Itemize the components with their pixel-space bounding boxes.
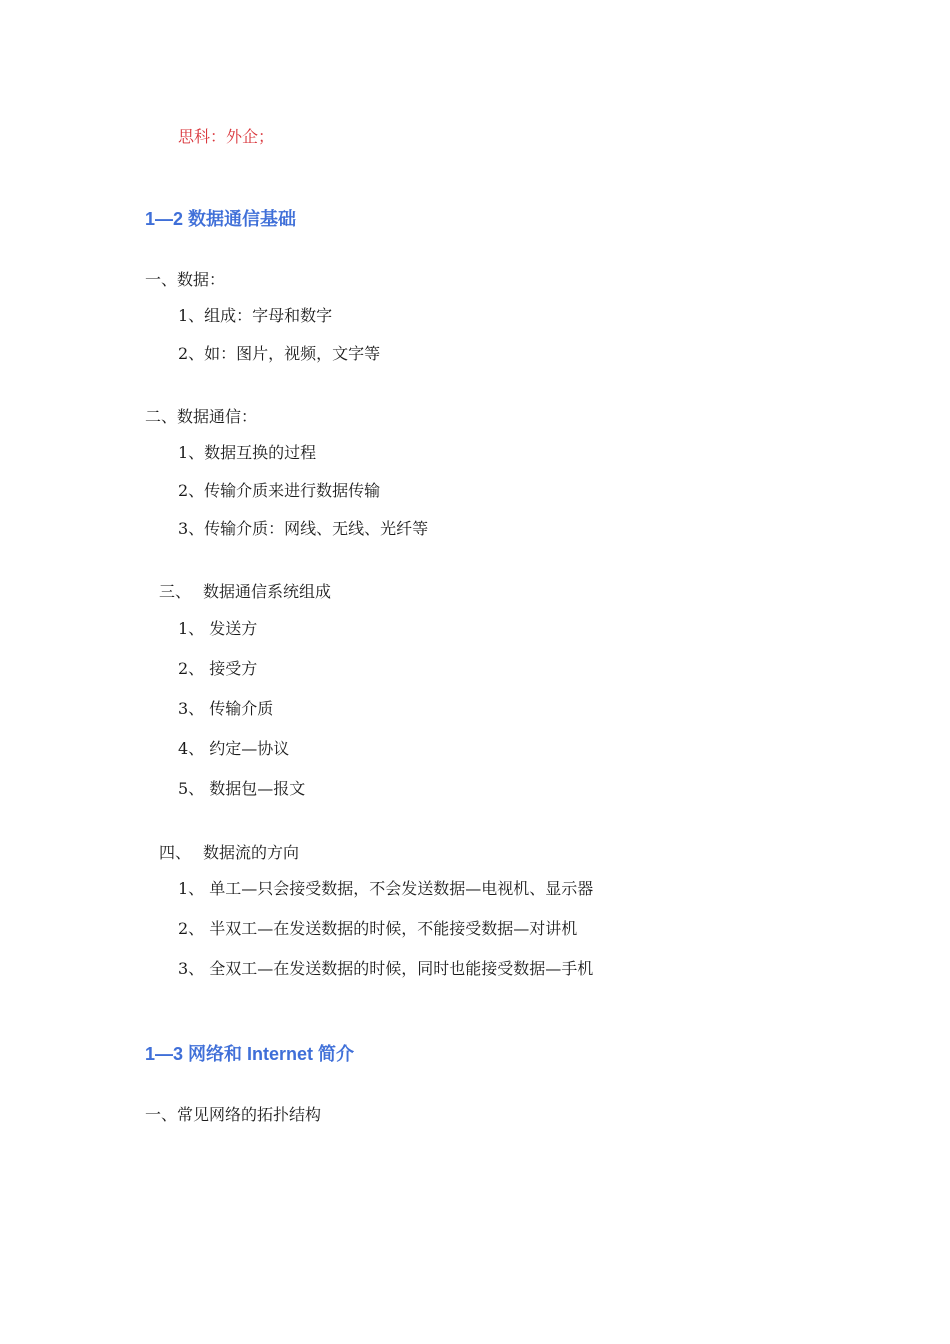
subheading-topology: 一、常见网络的拓扑结构: [145, 1105, 322, 1124]
list-item: 2、 接受方: [178, 659, 258, 678]
subheading-data: 一、数据：: [145, 270, 226, 289]
list-item: 1、组成：字母和数字: [178, 306, 333, 325]
section-marker: 三、: [159, 582, 192, 601]
section-marker: 四、: [159, 843, 192, 862]
list-item: 2、如：图片，视频，文字等: [178, 344, 381, 363]
list-item: 2、传输介质来进行数据传输: [178, 481, 381, 500]
section-heading-1-2: 1—2 数据通信基础: [145, 209, 297, 229]
section-heading-1-3: 1—3 网络和 Internet 简介: [145, 1044, 355, 1064]
list-item: 3、 传输介质: [178, 699, 274, 718]
section-heading-text: 数据流的方向: [203, 843, 300, 862]
list-item: 3、 全双工—在发送数据的时候，同时也能接受数据—手机: [178, 959, 594, 978]
note-text: 思科：外企；: [178, 127, 275, 146]
list-item: 2、 半双工—在发送数据的时候，不能接受数据—对讲机: [178, 919, 578, 938]
subheading-system-components: [159, 582, 331, 602]
list-item: 5、 数据包—报文: [178, 779, 306, 798]
list-item: 1、 单工—只会接受数据，不会发送数据—电视机、显示器: [178, 879, 594, 898]
list-item: 4、 约定—协议: [178, 739, 290, 758]
list-item: 3、传输介质：网线、无线、光纤等: [178, 519, 429, 538]
subheading-data-communication: 二、数据通信：: [145, 407, 258, 426]
list-item: 1、 发送方: [178, 619, 258, 638]
list-item: 1、数据互换的过程: [178, 443, 317, 462]
section-heading-text: 数据通信系统组成: [203, 582, 332, 601]
subheading-data-flow: [159, 843, 299, 863]
